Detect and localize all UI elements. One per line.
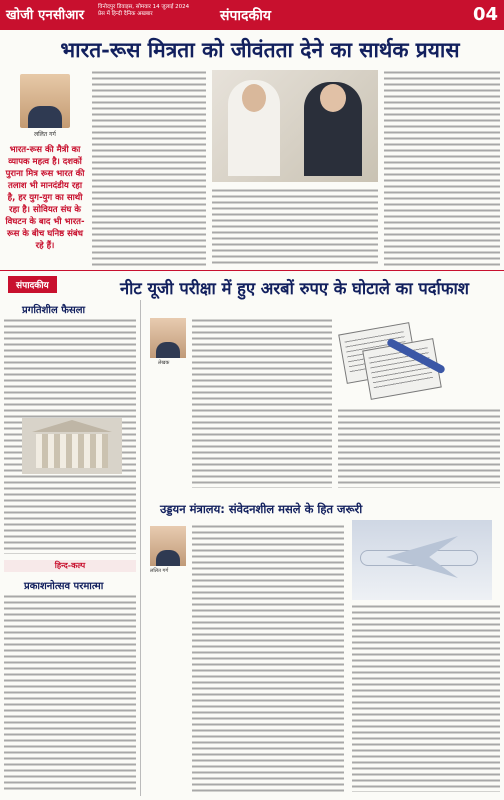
lead-text-col3 xyxy=(384,70,500,266)
left-subhead-2: प्रकाशनोत्सव परमात्मा xyxy=(24,581,104,592)
newspaper-logo: खोजी एनसीआर xyxy=(6,8,85,23)
author-name-2: लेखक xyxy=(158,360,170,366)
dateline-line1: विनोदपुर डिवाइस, सोमवार 14 जुलाई 2024 xyxy=(98,4,190,10)
author-name: ललित गर्ग xyxy=(34,131,56,138)
page-number: 04 xyxy=(472,4,498,25)
lead-text-col1 xyxy=(92,70,206,266)
aviation-text-col1 xyxy=(192,524,344,792)
author-name-3: ललित गर्ग xyxy=(150,568,169,574)
dateline xyxy=(98,4,189,18)
newspaper-illustration xyxy=(338,318,458,404)
court-image xyxy=(22,418,122,474)
airplane-image xyxy=(352,520,492,600)
lead-text-col2 xyxy=(212,188,378,266)
pull-quote: भारत-रूस की मैत्री का व्यापक महत्व है। दशकों पुराना मित्र रूस भारत की तलाश भी मानदंडीय रहा है, हर युग-युग का साथी रहा है। सोवियत संघ के विघटन के बाद भी भारत-रूस के बीच घनिष्ठ संबंध रहे हैं। xyxy=(5,145,85,251)
person-right xyxy=(304,82,362,176)
third-headline: उड्डयन मंत्रालय: संवेदनशील मसले के हित जरूरी xyxy=(160,502,363,516)
masthead xyxy=(0,0,504,30)
neet-text-col2 xyxy=(338,408,500,488)
author-photo-3 xyxy=(150,526,186,566)
section-tag: संपादकीय xyxy=(8,276,57,293)
left-column-text-2 xyxy=(4,594,136,792)
left-subhead: प्रगतिशील फैसला xyxy=(22,305,86,316)
column-divider xyxy=(140,300,141,796)
section-divider xyxy=(0,270,504,271)
author-photo xyxy=(20,74,70,128)
neet-headline: नीट यूजी परीक्षा में हुए अरबों रुपए के घोटाले का पर्दाफाश xyxy=(120,279,469,298)
author-photo-2 xyxy=(150,318,186,358)
neet-text-col1 xyxy=(192,318,332,488)
person-left xyxy=(228,80,280,176)
dateline-line2: प्रेस में हिन्दी दैनिक अखबार xyxy=(98,11,153,17)
left-sidebar xyxy=(4,68,86,252)
section-title: संपादकीय xyxy=(220,8,271,24)
aviation-text-col2 xyxy=(352,604,500,792)
lead-headline: भारत-रूस मित्रता को जीवंतता देने का सार्थक प्रयास xyxy=(60,37,460,62)
leaders-photo xyxy=(212,70,378,182)
left-box-label: हिन्द-कल्प xyxy=(4,560,136,572)
